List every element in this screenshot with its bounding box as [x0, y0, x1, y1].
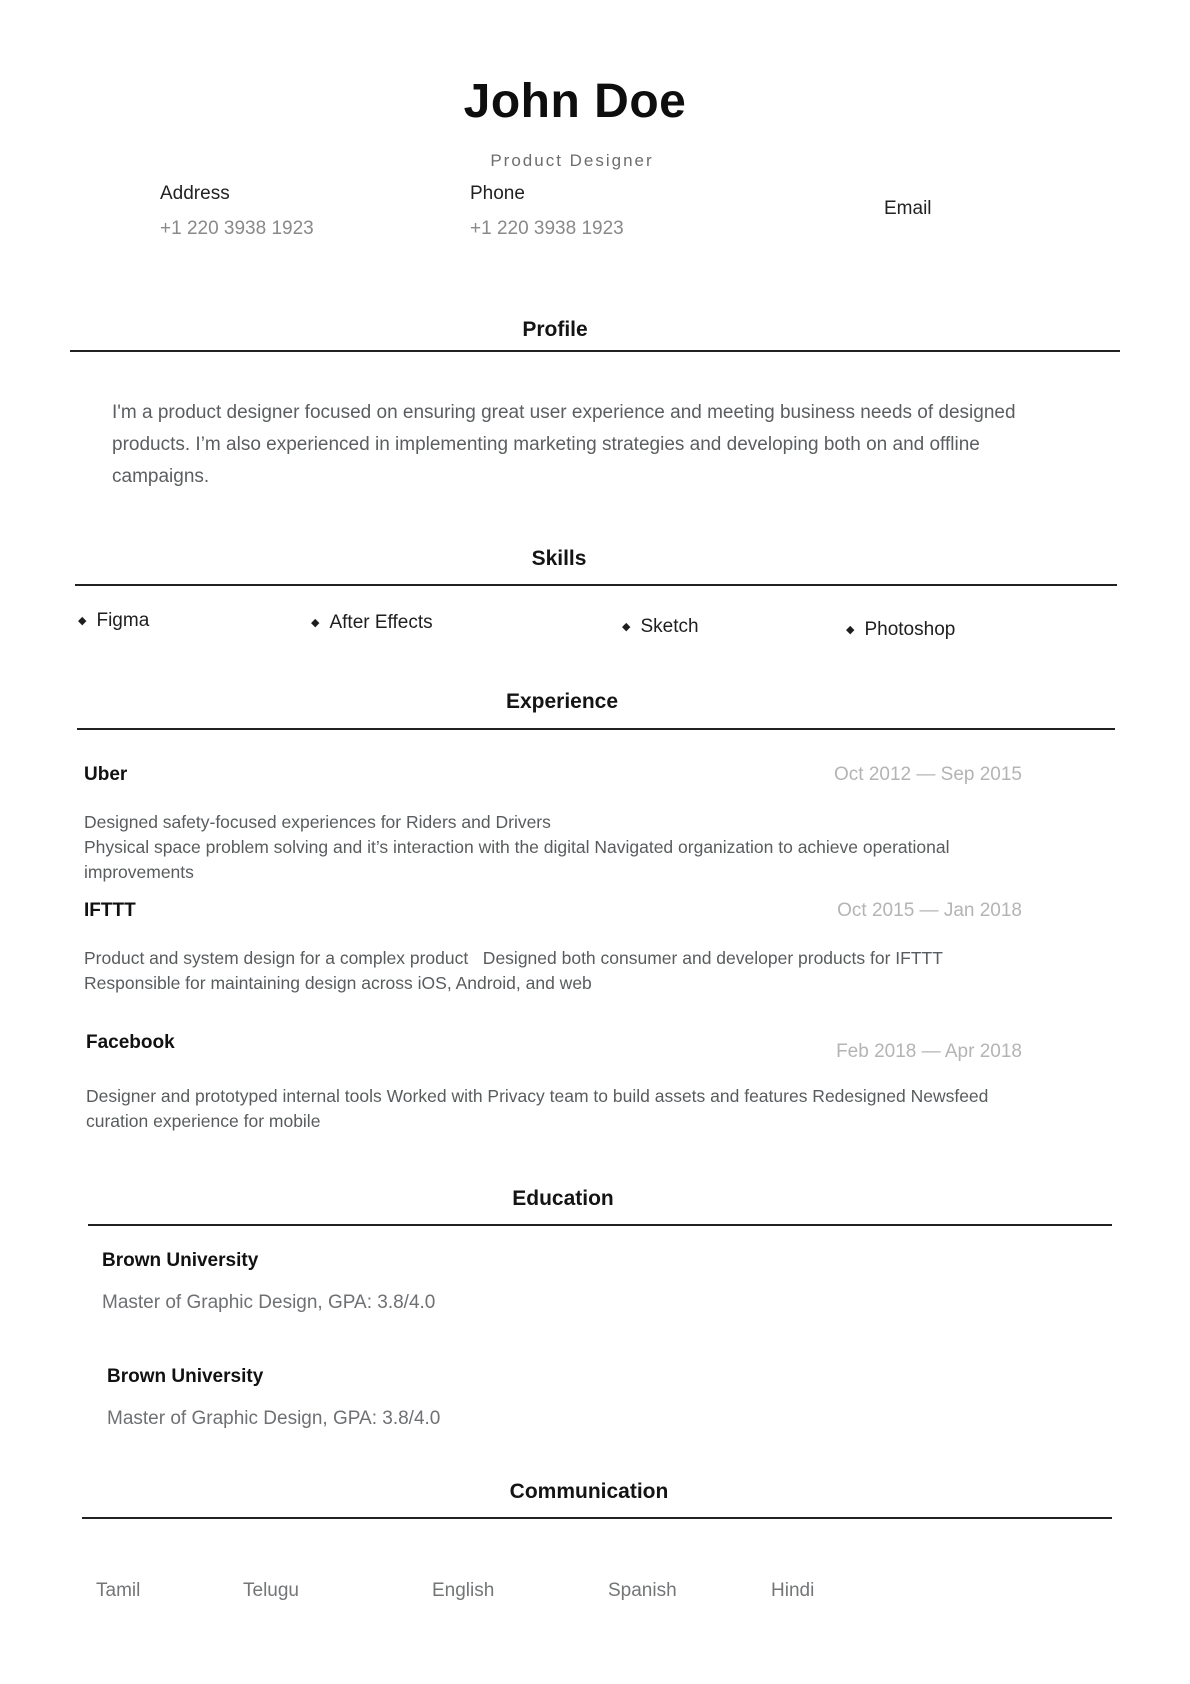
contact-address-value: +1 220 3938 1923 [160, 218, 314, 239]
experience-entry-uber [70, 764, 1120, 885]
experience-description [84, 946, 1120, 996]
experience-description-line: Designed safety-focused experiences for Riders and Drivers [84, 812, 551, 832]
section-divider-education [88, 1224, 1112, 1226]
language-item: Hindi [771, 1580, 815, 1601]
experience-description-line: Responsible for maintaining design across iOS, Android, and web [84, 973, 592, 993]
experience-description-line: Designer and prototyped internal tools Worked with Privacy team to build assets and features Redesigned Newsfeed curation experience for mobile [86, 1086, 994, 1131]
skill-label: Figma [96, 610, 150, 631]
diamond-bullet-icon: ◆ [622, 620, 631, 633]
skill-item [622, 616, 699, 638]
section-heading-skills: Skills [531, 547, 587, 570]
experience-description-line: Product and system design for a complex product Designed both consumer and developer products for IFTTT [84, 948, 943, 968]
section-divider-profile [70, 350, 1120, 352]
company-name: Facebook [86, 1032, 175, 1053]
degree-info: Master of Graphic Design, GPA: 3.8/4.0 [107, 1408, 441, 1429]
section-divider-communication [82, 1517, 1112, 1519]
skills-row [70, 610, 1120, 642]
contact-address [160, 183, 314, 240]
contact-phone [470, 183, 624, 240]
experience-description [84, 810, 1120, 885]
employment-dates: Feb 2018 — Apr 2018 [836, 1041, 1022, 1062]
section-divider-skills [75, 584, 1117, 586]
language-item: Telugu [243, 1580, 299, 1601]
diamond-bullet-icon: ◆ [846, 623, 855, 636]
diamond-bullet-icon: ◆ [78, 614, 87, 627]
contact-phone-value: +1 220 3938 1923 [470, 218, 624, 239]
section-divider-experience [77, 728, 1115, 730]
experience-entry-ifttt [70, 900, 1120, 996]
contact-address-label: Address [160, 183, 230, 204]
section-heading-education: Education [512, 1187, 614, 1210]
experience-description-line: Physical space problem solving and it’s interaction with the digital Navigated organization to achieve operational improvements [84, 837, 955, 882]
company-name: IFTTT [84, 900, 136, 921]
contact-phone-label: Phone [470, 183, 525, 204]
employment-dates: Oct 2015 — Jan 2018 [837, 900, 1022, 921]
contact-email-label: Email [884, 198, 932, 219]
language-item: English [432, 1580, 495, 1601]
school-name: Brown University [107, 1366, 264, 1387]
contact-email [884, 198, 932, 233]
resume-name: John Doe [463, 75, 687, 128]
language-item: Spanish [608, 1580, 677, 1601]
company-name: Uber [84, 764, 128, 785]
skill-label: Sketch [640, 616, 699, 637]
skill-label: Photoshop [864, 619, 956, 640]
degree-info: Master of Graphic Design, GPA: 3.8/4.0 [102, 1292, 436, 1313]
education-entry [70, 1250, 1120, 1314]
language-item: Tamil [96, 1580, 141, 1601]
skill-item [311, 612, 433, 634]
skill-item [78, 610, 149, 632]
section-heading-profile: Profile [522, 318, 588, 341]
experience-entry-header [86, 1032, 1120, 1062]
section-heading-experience: Experience [505, 690, 619, 713]
languages-row [70, 1580, 1120, 1610]
section-heading-communication: Communication [509, 1480, 669, 1503]
education-entry [70, 1366, 1120, 1430]
skill-label: After Effects [329, 612, 433, 633]
resume-job-title: Product Designer [490, 151, 654, 170]
experience-entry-facebook [70, 1032, 1120, 1134]
experience-entry-header [84, 900, 1120, 922]
diamond-bullet-icon: ◆ [311, 616, 320, 629]
skill-item [846, 619, 955, 641]
contact-row [70, 183, 1120, 255]
employment-dates: Oct 2012 — Sep 2015 [833, 764, 1022, 785]
school-name: Brown University [102, 1250, 259, 1271]
profile-text: I'm a product designer focused on ensuring great user experience and meeting business needs of designed products. I’m also experienced in implementing marketing strategies and developing both on and offline campaigns. [112, 402, 1016, 487]
experience-entry-header [84, 764, 1120, 786]
experience-description [86, 1084, 1120, 1134]
